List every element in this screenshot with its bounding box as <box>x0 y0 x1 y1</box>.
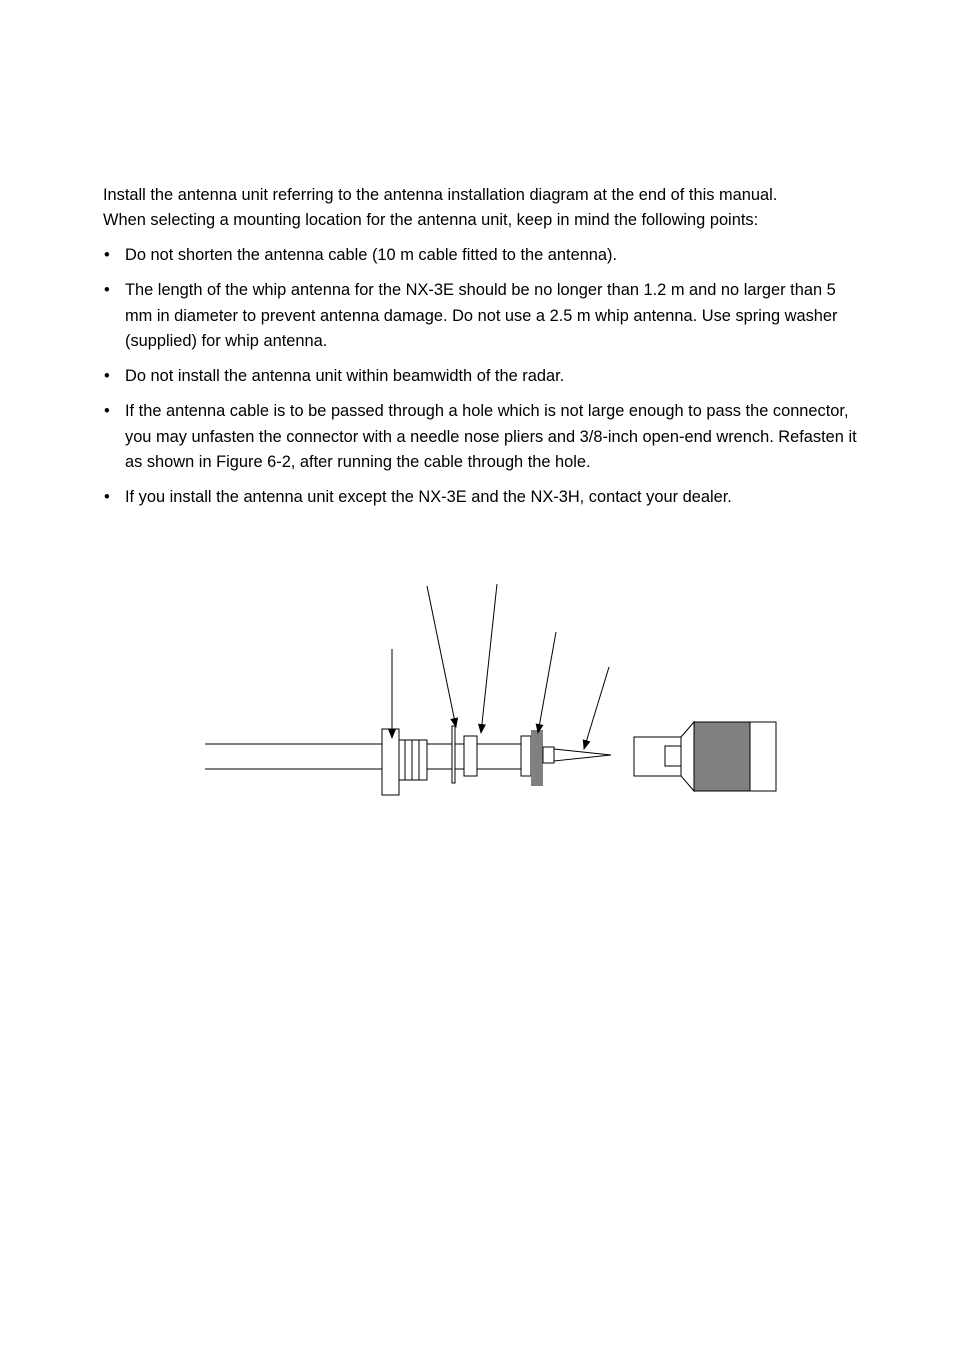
antenna-cable <box>205 744 382 769</box>
gasket <box>521 736 531 776</box>
bullet-icon: • <box>104 246 110 264</box>
washer <box>452 726 455 783</box>
bullet-icon: • <box>104 402 110 420</box>
bullet-icon: • <box>104 281 110 299</box>
list-item-text: If you install the antenna unit except the NX-3E and the NX-3H, contact your dealer. <box>125 488 732 506</box>
list-item-text: Do not install the antenna unit within beamwidth of the radar. <box>125 367 565 385</box>
callout-arrows <box>392 584 609 749</box>
shaded-insulator <box>531 730 543 786</box>
clamp-ring <box>464 736 477 776</box>
bullet-icon: • <box>104 367 110 385</box>
plug-connector <box>634 722 776 791</box>
intro-line-1: Install the antenna unit referring to the antenna installation diagram at the end of this manual. <box>103 186 778 204</box>
connector-nut <box>382 729 399 795</box>
list-item-text: The length of the whip antenna for the NX-3E should be no longer than 1.2 m and no larger than 5 mm in diameter to prevent antenna damage. Do not use a 2.5 m whip antenna. Use spring washer (supplied) for whip antenna. <box>125 281 838 350</box>
bullet-icon: • <box>104 488 110 506</box>
list-item-text: Do not shorten the antenna cable (10 m cable fitted to the antenna). <box>125 246 618 264</box>
list-item-text: If the antenna cable is to be passed through a hole which is not large enough to pass the connector, you may unfasten the connector with a needle nose pliers and 3/8-inch open-end wrench. Refasten it as shown in Figure 6-2, after running the cable through the hole. <box>125 402 857 471</box>
cable-segment <box>477 744 521 769</box>
cable-segment <box>455 744 464 769</box>
cable-segment <box>427 744 452 769</box>
threaded-sleeve <box>399 740 427 780</box>
intro-line-2: When selecting a mounting location for the antenna unit, keep in mind the following points: <box>103 211 759 229</box>
center-pin <box>554 749 611 761</box>
center-pin-base <box>543 747 554 763</box>
